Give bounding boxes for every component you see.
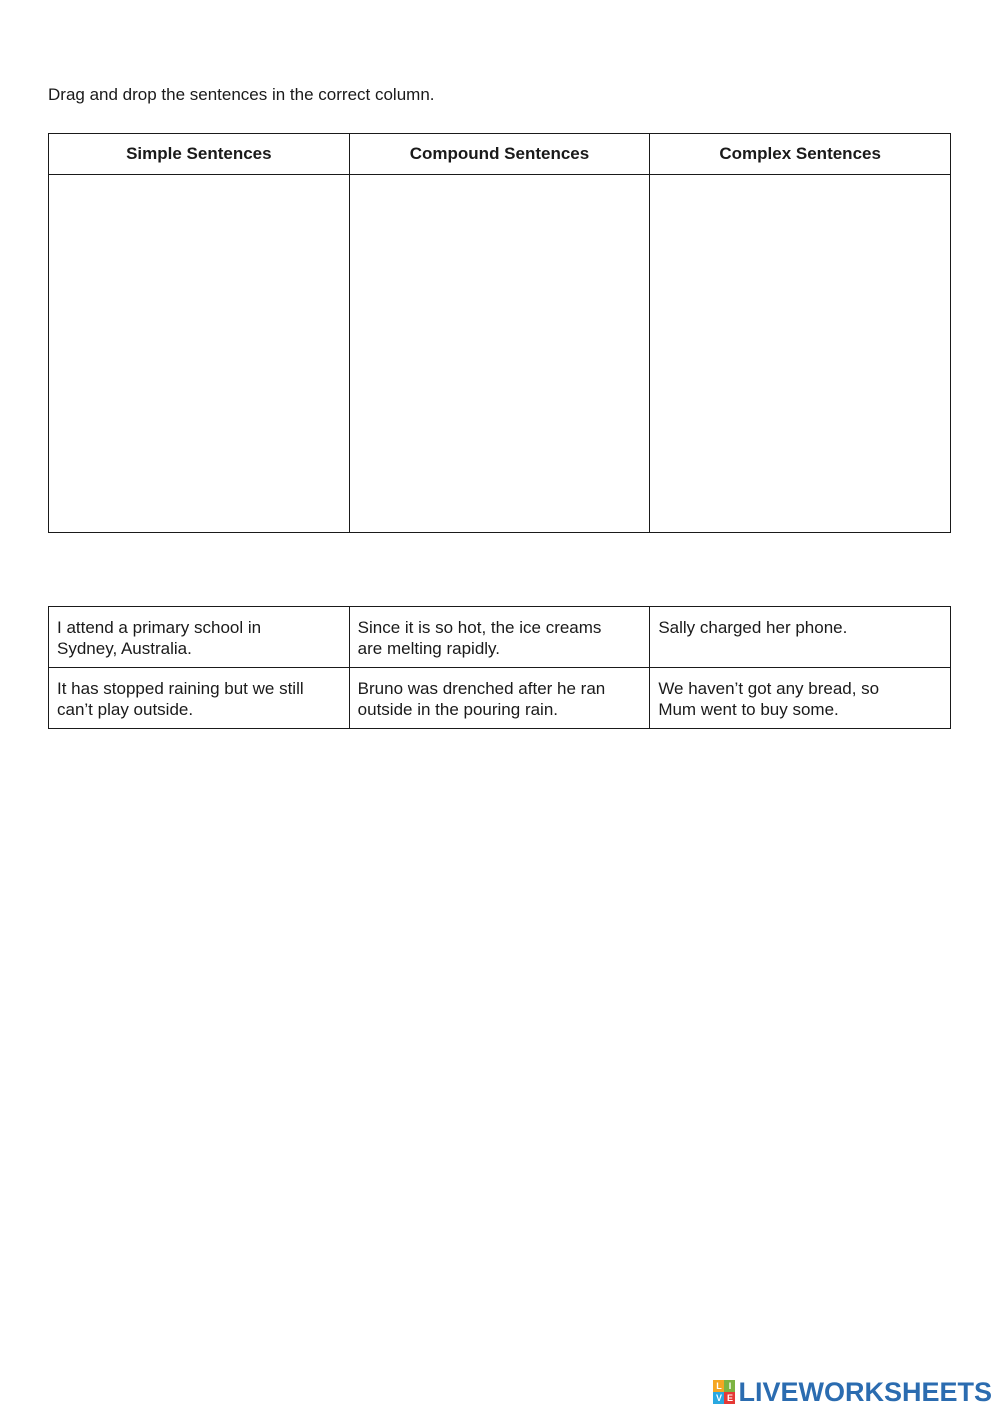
sorting-table bbox=[48, 133, 951, 533]
header-row bbox=[49, 134, 951, 175]
liveworksheets-logo bbox=[713, 1377, 992, 1407]
sentence-line: are melting rapidly. bbox=[357, 639, 501, 658]
sentence-line: Mum went to buy some. bbox=[658, 700, 839, 719]
column-header-compound: Compound Sentences bbox=[349, 134, 650, 175]
sentence-line: I attend a primary school in bbox=[57, 618, 262, 637]
sentence-line: Sydney, Australia. bbox=[57, 639, 192, 658]
sentence-card[interactable] bbox=[650, 668, 951, 729]
drop-zone-row bbox=[49, 175, 951, 533]
sentence-card[interactable] bbox=[49, 668, 350, 729]
sentence-line: Sally charged her phone. bbox=[658, 618, 848, 637]
instruction-text: Drag and drop the sentences in the correct column. bbox=[48, 85, 435, 104]
logo-mark-letter: E bbox=[724, 1392, 735, 1404]
logo-text: LIVEWORKSHEETS bbox=[738, 1377, 992, 1407]
sentence-line: Since it is so hot, the ice creams bbox=[357, 618, 602, 637]
sentence-line: It has stopped raining but we still bbox=[57, 679, 304, 698]
sentence-line: We haven’t got any bread, so bbox=[658, 679, 880, 698]
sentence-row bbox=[49, 668, 951, 729]
logo-mark-letter: V bbox=[713, 1392, 724, 1404]
sentence-card[interactable] bbox=[650, 607, 951, 668]
column-header-complex: Complex Sentences bbox=[650, 134, 951, 175]
sentence-card[interactable] bbox=[349, 668, 650, 729]
logo-mark-letter: L bbox=[713, 1380, 724, 1392]
sentence-line: can’t play outside. bbox=[57, 700, 194, 719]
sentence-line: Bruno was drenched after he ran bbox=[357, 679, 606, 698]
logo-mark-icon bbox=[713, 1380, 735, 1404]
drop-zone-compound[interactable] bbox=[349, 175, 650, 533]
logo-mark-letter: I bbox=[724, 1380, 735, 1392]
drop-zone-complex[interactable] bbox=[650, 175, 951, 533]
sentence-bank bbox=[48, 606, 951, 729]
drop-zone-simple[interactable] bbox=[49, 175, 350, 533]
sentence-card[interactable] bbox=[49, 607, 350, 668]
column-header-simple: Simple Sentences bbox=[49, 134, 350, 175]
sentence-card[interactable] bbox=[349, 607, 650, 668]
sentence-line: outside in the pouring rain. bbox=[357, 700, 559, 719]
sentence-row bbox=[49, 607, 951, 668]
